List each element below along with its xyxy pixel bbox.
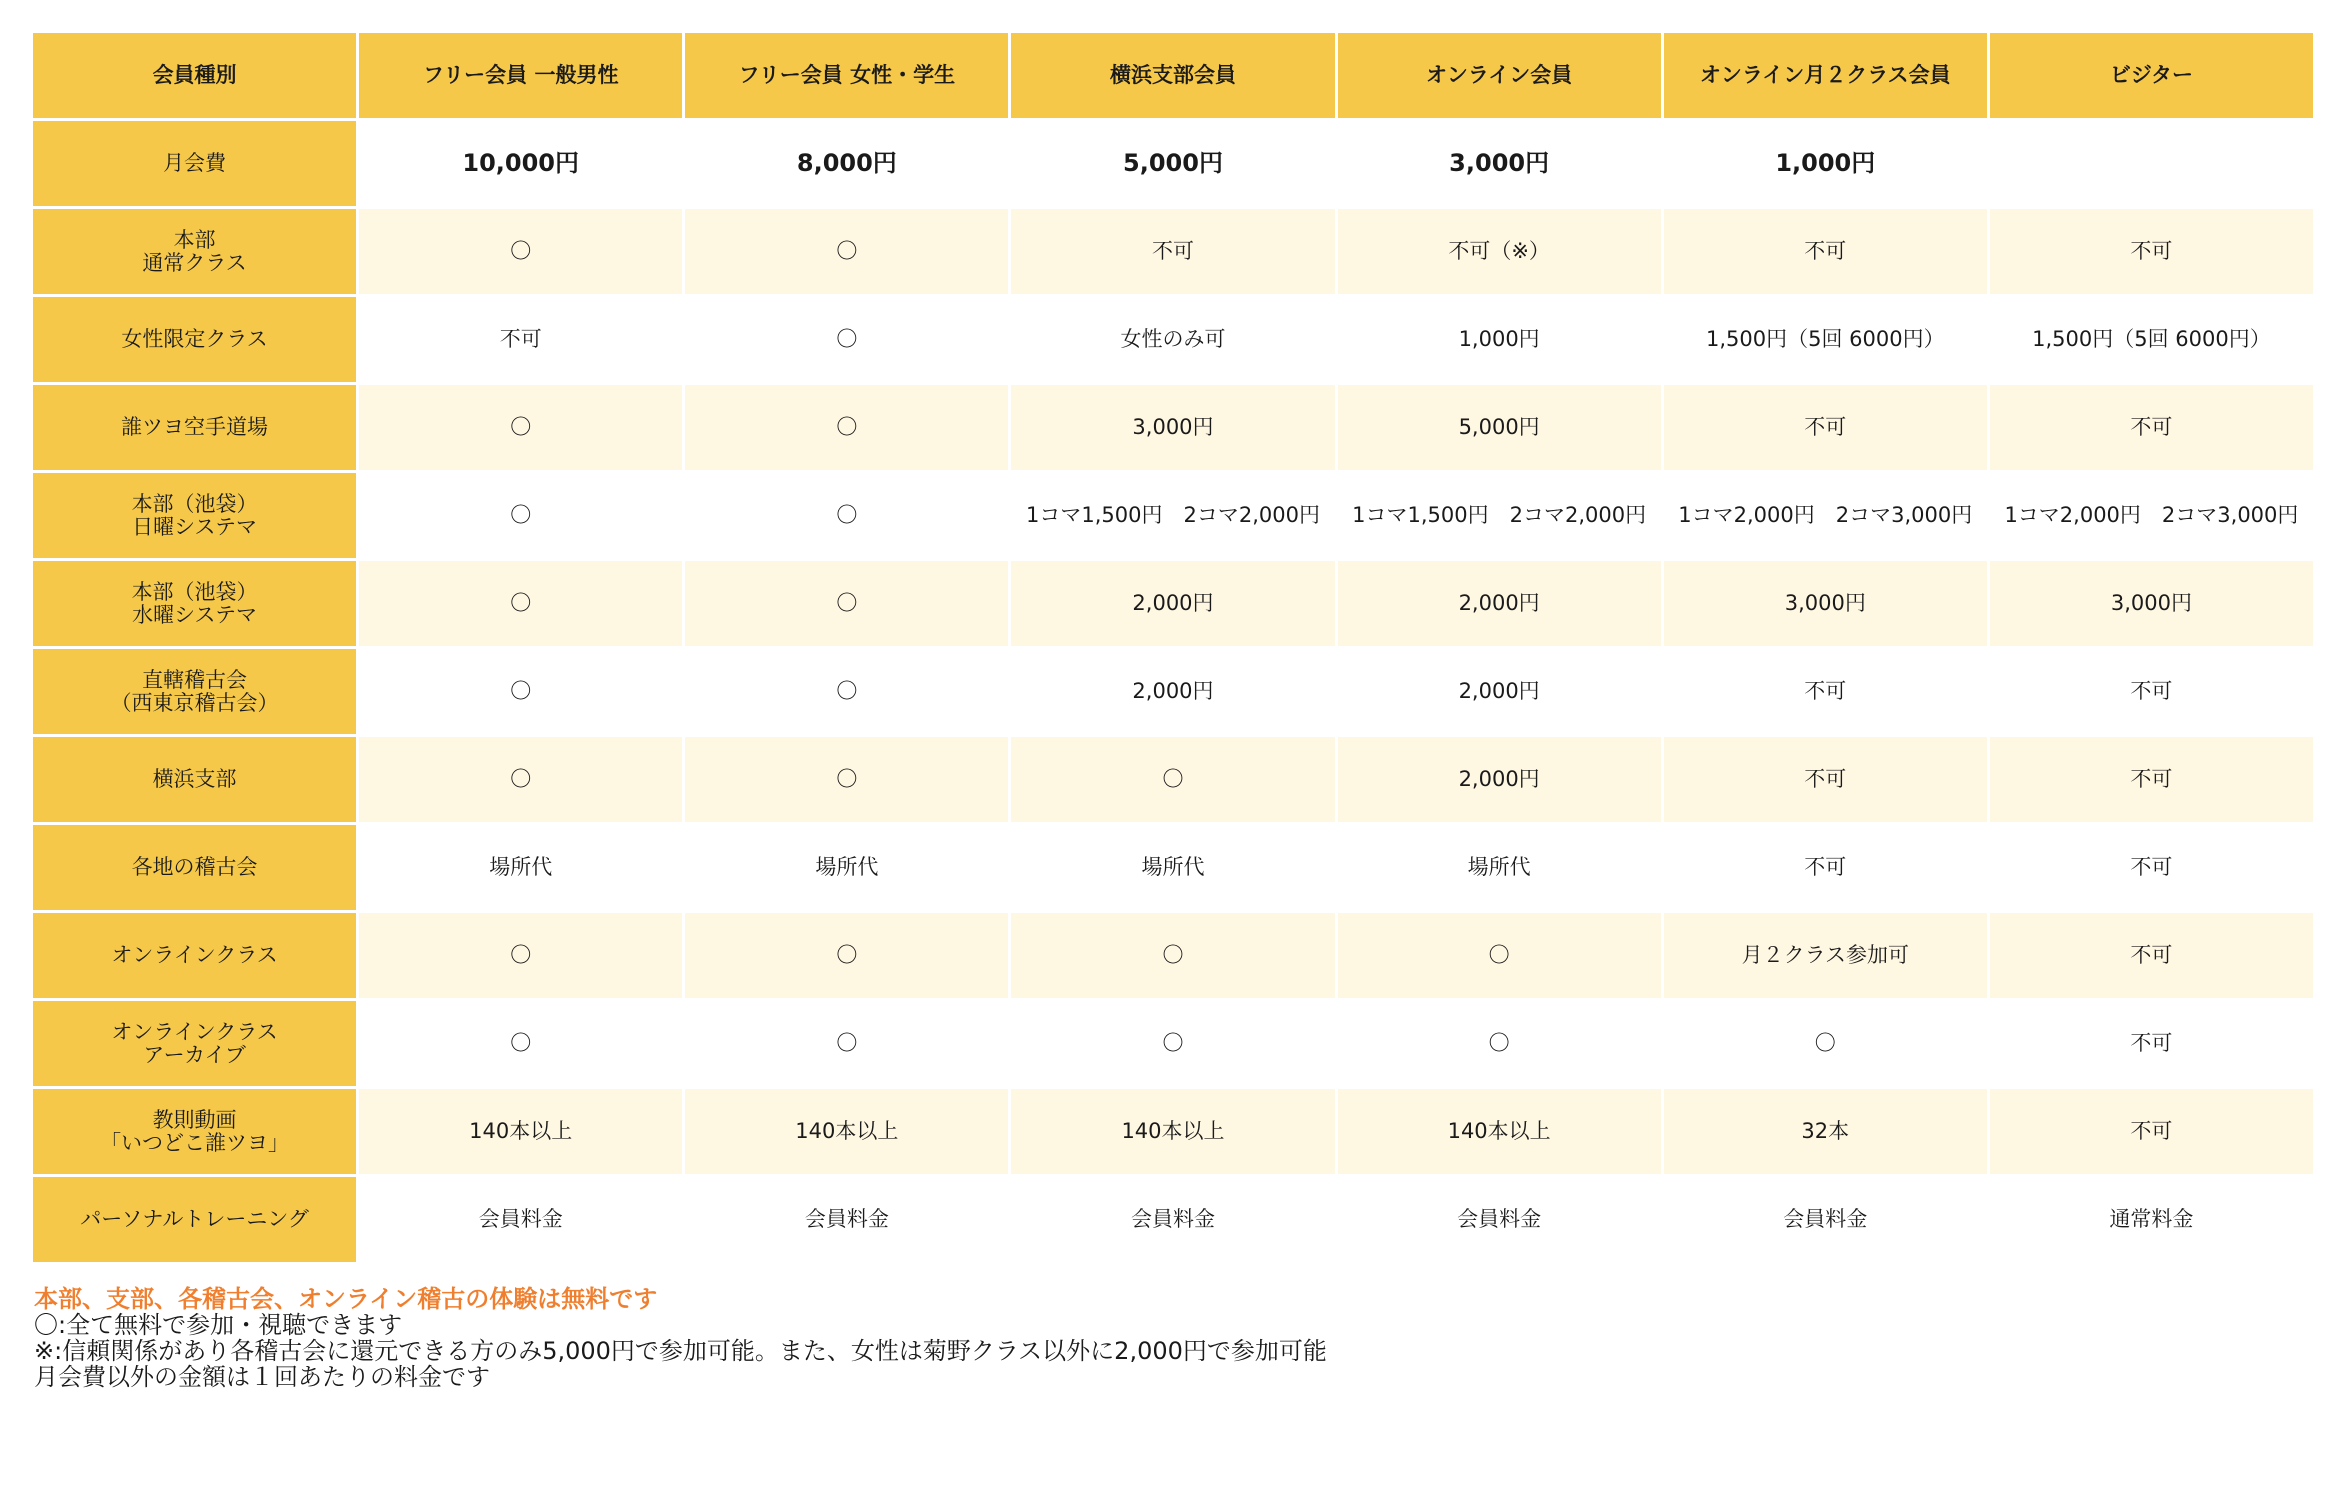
table-cell: 〇	[685, 913, 1008, 998]
note-per-session-fee: 月会費以外の金額は１回あたりの料金です	[34, 1363, 490, 1391]
table-cell: 不可	[1664, 737, 1987, 822]
table-cell: 2,000円	[1011, 561, 1334, 646]
table-row	[33, 209, 2313, 294]
header-cell-free-member-female-student: フリー会員 女性・学生	[685, 33, 1008, 118]
table-cell: 1コマ1,500円 2コマ2,000円	[1338, 473, 1661, 558]
table-cell: 〇	[1011, 1001, 1334, 1086]
table-row	[33, 1089, 2313, 1174]
table-cell: 場所代	[685, 825, 1008, 910]
table-row	[33, 385, 2313, 470]
table-cell: 不可	[1664, 825, 1987, 910]
table-cell: 不可	[1664, 385, 1987, 470]
table-cell: 〇	[1011, 913, 1334, 998]
table-cell: 通常料金	[1990, 1177, 2313, 1262]
table-cell: 不可	[1011, 209, 1334, 294]
table-cell: 会員料金	[685, 1177, 1008, 1262]
table-cell: 2,000円	[1338, 649, 1661, 734]
table-cell: 〇	[359, 561, 682, 646]
table-row	[33, 473, 2313, 558]
table-cell: 女性のみ可	[1011, 297, 1334, 382]
row-label-cell: オンラインクラス	[33, 913, 356, 998]
table-cell: 会員料金	[1338, 1177, 1661, 1262]
table-cell: 〇	[1338, 1001, 1661, 1086]
row-label-cell: 月会費	[33, 121, 356, 206]
table-cell: 〇	[359, 385, 682, 470]
table-cell: 2,000円	[1338, 737, 1661, 822]
table-body	[33, 121, 2313, 1262]
membership-pricing-table-container	[30, 30, 2316, 1265]
row-label-cell: オンラインクラス アーカイブ	[33, 1001, 356, 1086]
header-cell-membership-type: 会員種別	[33, 33, 356, 118]
table-cell: 1コマ2,000円 2コマ3,000円	[1990, 473, 2313, 558]
table-cell: 1,500円（5回 6000円）	[1990, 297, 2313, 382]
table-cell: 10,000円	[359, 121, 682, 206]
table-cell: 140本以上	[1338, 1089, 1661, 1174]
table-cell: 2,000円	[1011, 649, 1334, 734]
table-cell: 不可	[1990, 1001, 2313, 1086]
table-cell: 1,000円	[1664, 121, 1987, 206]
table-header-row	[33, 33, 2313, 118]
table-cell: 〇	[685, 385, 1008, 470]
membership-pricing-table	[30, 30, 2316, 1265]
table-cell: 不可	[1990, 385, 2313, 470]
table-cell: 〇	[1664, 1001, 1987, 1086]
table-cell: 140本以上	[1011, 1089, 1334, 1174]
table-row	[33, 121, 2313, 206]
row-label-cell: 本部（池袋） 水曜システマ	[33, 561, 356, 646]
table-cell: 不可	[359, 297, 682, 382]
table-row	[33, 913, 2313, 998]
table-cell: 会員料金	[1011, 1177, 1334, 1262]
table-cell: 5,000円	[1338, 385, 1661, 470]
row-label-cell: 本部（池袋） 日曜システマ	[33, 473, 356, 558]
header-cell-visitor: ビジター	[1990, 33, 2313, 118]
table-cell: 〇	[1338, 913, 1661, 998]
table-cell: 月２クラス参加可	[1664, 913, 1987, 998]
header-cell-yokohama-branch-member: 横浜支部会員	[1011, 33, 1334, 118]
table-row	[33, 297, 2313, 382]
table-cell	[1990, 121, 2313, 206]
table-cell: 3,000円	[1338, 121, 1661, 206]
table-cell: 140本以上	[359, 1089, 682, 1174]
table-cell: 〇	[1011, 737, 1334, 822]
table-cell: 〇	[685, 737, 1008, 822]
table-cell: 5,000円	[1011, 121, 1334, 206]
table-cell: 〇	[685, 649, 1008, 734]
table-cell: 1,500円（5回 6000円）	[1664, 297, 1987, 382]
table-cell: 1,000円	[1338, 297, 1661, 382]
table-cell: 〇	[685, 1001, 1008, 1086]
table-cell: 3,000円	[1664, 561, 1987, 646]
table-cell: 場所代	[359, 825, 682, 910]
notes-section	[34, 1286, 1327, 1390]
note-circle-legend: 〇:全て無料で参加・視聴できます	[34, 1311, 403, 1339]
table-cell: 不可（※）	[1338, 209, 1661, 294]
table-cell: 〇	[685, 473, 1008, 558]
row-label-cell: 横浜支部	[33, 737, 356, 822]
table-cell: 〇	[685, 561, 1008, 646]
table-cell: 〇	[359, 737, 682, 822]
table-cell: 不可	[1990, 1089, 2313, 1174]
header-cell-online-2-class-member: オンライン月２クラス会員	[1664, 33, 1987, 118]
table-cell: 会員料金	[1664, 1177, 1987, 1262]
row-label-cell: 女性限定クラス	[33, 297, 356, 382]
table-cell: 〇	[359, 649, 682, 734]
table-row	[33, 649, 2313, 734]
table-cell: 場所代	[1011, 825, 1334, 910]
table-cell: 3,000円	[1011, 385, 1334, 470]
table-cell: 32本	[1664, 1089, 1987, 1174]
table-cell: 8,000円	[685, 121, 1008, 206]
table-cell: 3,000円	[1990, 561, 2313, 646]
table-row	[33, 825, 2313, 910]
table-cell: 140本以上	[685, 1089, 1008, 1174]
row-label-cell: 直轄稽古会 （西東京稽古会）	[33, 649, 356, 734]
table-row	[33, 1177, 2313, 1262]
table-cell: 1コマ2,000円 2コマ3,000円	[1664, 473, 1987, 558]
table-cell: 不可	[1664, 649, 1987, 734]
table-cell: 不可	[1990, 209, 2313, 294]
note-free-trial: 本部、支部、各稽古会、オンライン稽古の体験は無料です	[34, 1285, 658, 1313]
table-cell: 〇	[685, 209, 1008, 294]
table-cell: 1コマ1,500円 2コマ2,000円	[1011, 473, 1334, 558]
table-cell: 会員料金	[359, 1177, 682, 1262]
table-row	[33, 737, 2313, 822]
table-row	[33, 561, 2313, 646]
row-label-cell: 教則動画 「いつどこ誰ツヨ」	[33, 1089, 356, 1174]
table-cell: 不可	[1990, 737, 2313, 822]
table-cell: 〇	[359, 473, 682, 558]
row-label-cell: 各地の稽古会	[33, 825, 356, 910]
table-row	[33, 1001, 2313, 1086]
table-cell: 不可	[1664, 209, 1987, 294]
table-cell: 不可	[1990, 825, 2313, 910]
table-cell: 不可	[1990, 649, 2313, 734]
header-cell-online-member: オンライン会員	[1338, 33, 1661, 118]
table-cell: 〇	[359, 209, 682, 294]
table-cell: 〇	[359, 913, 682, 998]
row-label-cell: パーソナルトレーニング	[33, 1177, 356, 1262]
table-cell: 場所代	[1338, 825, 1661, 910]
table-cell: 不可	[1990, 913, 2313, 998]
table-cell: 〇	[359, 1001, 682, 1086]
table-cell: 2,000円	[1338, 561, 1661, 646]
note-asterisk-legend: ※:信頼関係があり各稽古会に還元できる方のみ5,000円で参加可能。また、女性は菊野クラス以外に2,000円で参加可能	[34, 1337, 1327, 1365]
table-cell: 〇	[685, 297, 1008, 382]
row-label-cell: 誰ツヨ空手道場	[33, 385, 356, 470]
row-label-cell: 本部 通常クラス	[33, 209, 356, 294]
header-cell-free-member-male: フリー会員 一般男性	[359, 33, 682, 118]
